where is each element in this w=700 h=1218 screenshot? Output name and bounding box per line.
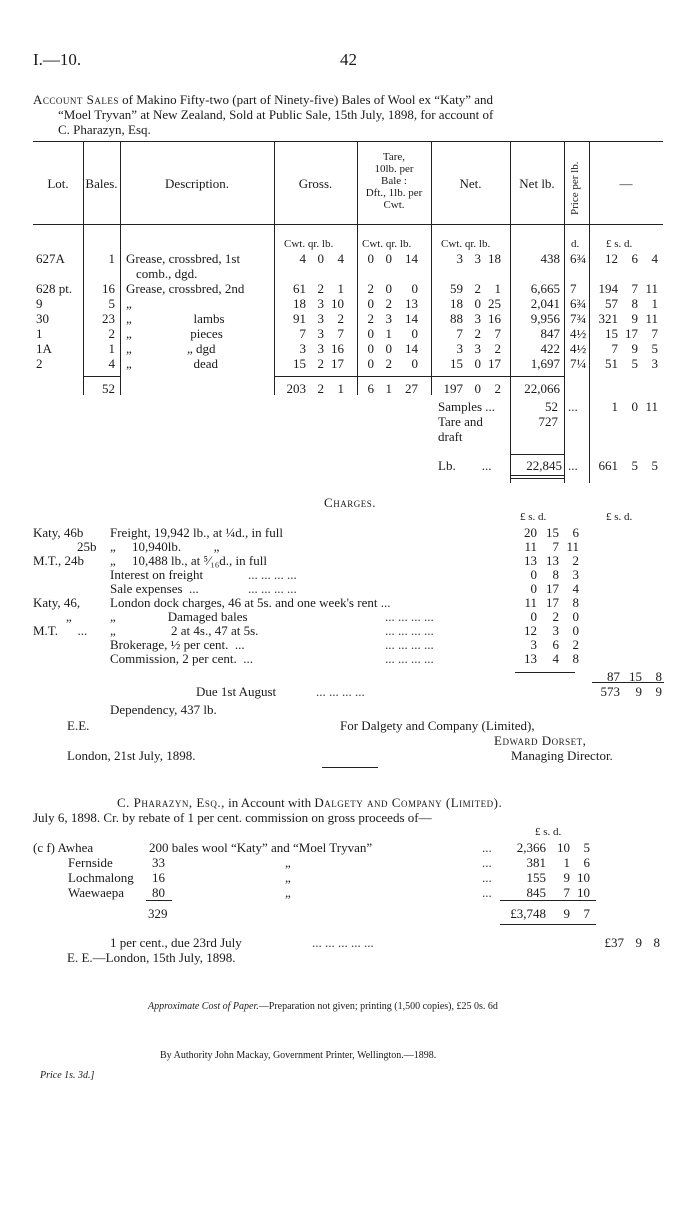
row-gross: 3 3 16 (299, 341, 344, 356)
row-lot: 628 pt. (36, 281, 73, 296)
charge-item: Interest on freight (110, 567, 204, 582)
row-lot: 30 (36, 311, 49, 326)
due-august-dots: ... ... ... ... (316, 684, 365, 699)
row-bales: 1 (108, 341, 115, 356)
account-total-rule (500, 900, 596, 901)
row-price: 7¾ (570, 311, 587, 326)
account-due-label: 1 per cent., due 23rd July (110, 935, 242, 950)
row-gross: 18 3 10 (293, 296, 344, 311)
header-net-lb: Net lb. (519, 176, 555, 191)
account-ditto: „ (285, 855, 291, 870)
col-rule (589, 141, 590, 483)
row-net-lb: 847 (540, 326, 560, 341)
title-line-1: Account Sales of Makino Fifty-two (part of Ninety-five) Bales of Wool ex “Katy” and (33, 92, 494, 107)
account-bales: 80 (152, 885, 165, 900)
row-description: Grease, crossbred, 1st (126, 251, 241, 266)
row-amount: 7 9 5 (611, 341, 658, 356)
account-due-dots: ... ... ... ... ... (312, 935, 374, 950)
row-description-cont: comb., dgd. (136, 266, 198, 281)
charge-prefix: Katy, 46b (33, 525, 84, 540)
account-bales: 33 (152, 855, 165, 870)
row-description: Grease, crossbred, 2nd (126, 281, 245, 296)
row-net-lb: 438 (540, 251, 560, 266)
charge-prefix: M.T. ... (33, 623, 88, 638)
row-bales: 23 (102, 311, 115, 326)
row-tare: 0 1 0 (367, 326, 418, 341)
charge-amount: 3 6 2 (530, 637, 579, 652)
charge-dots: ... ... ... ... (385, 637, 434, 652)
account-amount: 381 1 6 (526, 855, 590, 870)
header-price: Price per lb. (569, 161, 581, 215)
account-dots: ... (482, 855, 492, 870)
row-bales: 4 (108, 356, 115, 371)
due-rule (592, 682, 664, 683)
charge-amount: 13 4 8 (524, 651, 579, 666)
row-price: 7¼ (570, 356, 587, 371)
charge-dots: ... ... ... ... (248, 581, 297, 596)
samples-dots: ... (568, 399, 578, 414)
charge-prefix: Katy, 46, (33, 595, 81, 610)
total-rule (274, 376, 564, 377)
charge-item: Sale expenses ... (110, 581, 199, 596)
account-units: £ s. d. (535, 826, 562, 838)
row-description: „ lambs (126, 311, 225, 326)
charge-dots: ... ... ... ... (385, 623, 434, 638)
charge-dots: ... ... ... ... (385, 651, 434, 666)
total-gross: 203 2 1 (286, 381, 344, 396)
total-rule (83, 376, 120, 377)
dependency: Dependency, 437 lb. (110, 702, 217, 717)
charges-subtotal: 87 15 8 (607, 669, 662, 684)
account-due-amount: £37 9 8 (604, 935, 660, 950)
total-bales: 52 (102, 381, 115, 396)
row-price: 4½ (570, 341, 587, 356)
row-price: 7 (570, 281, 577, 296)
units-price: d. (571, 238, 580, 250)
lb-value: 22,845 (526, 458, 562, 473)
account-amount: 845 7 10 (526, 885, 590, 900)
row-net: 7 2 7 (456, 326, 501, 341)
row-net: 59 2 1 (450, 281, 501, 296)
row-tare: 0 0 14 (367, 341, 418, 356)
document-code: I.—10. (33, 50, 82, 69)
lb-label: Lb. ... (438, 458, 492, 473)
total-tare: 6 1 27 (367, 381, 418, 396)
samples-amount: 1 0 11 (611, 399, 658, 414)
row-net-lb: 1,697 (530, 356, 560, 371)
section-divider (322, 767, 378, 768)
account-prefix: Fernside (68, 855, 113, 870)
row-gross: 7 3 7 (299, 326, 344, 341)
page-number: 42 (340, 50, 357, 69)
account-amount: 2,366 10 5 (516, 840, 590, 855)
row-lot: 1A (36, 341, 52, 356)
cost-note: Approximate Cost of Paper.—Preparation not given; printing (1,500 copies), £25 0s. 6d (148, 1001, 498, 1012)
row-price: 4½ (570, 326, 587, 341)
row-tare: 2 3 14 (367, 311, 418, 326)
row-tare: 0 2 0 (367, 356, 418, 371)
charge-prefix: „ (66, 609, 72, 624)
header-amount: — (619, 176, 633, 191)
lb-amount: 661 5 5 (598, 458, 658, 473)
account-dots: ... (482, 885, 492, 900)
total-net-lb: 22,066 (524, 381, 560, 396)
charge-amount: 20 15 6 (524, 525, 579, 540)
row-amount: 57 8 1 (605, 296, 658, 311)
row-price: 6¾ (570, 296, 587, 311)
account-intro: July 6, 1898. Cr. by rebate of 1 per cent. commission on gross proceeds of— (33, 810, 432, 825)
tare-draft-label: Tare and draft (438, 414, 483, 444)
row-bales: 2 (108, 326, 115, 341)
account-dots: ... (482, 870, 492, 885)
due-august-amount: 573 9 9 (600, 684, 662, 699)
table-header-rule (33, 224, 663, 225)
row-net-lb: 422 (540, 341, 560, 356)
account-amount: 155 9 10 (526, 870, 590, 885)
tare-draft-value: 727 (538, 414, 558, 429)
row-gross: 4 0 4 (299, 251, 344, 266)
total-net: 197 0 2 (443, 381, 501, 396)
row-net-lb: 9,956 (530, 311, 560, 326)
row-lot: 2 (36, 356, 43, 371)
lb-double-rule (510, 478, 564, 479)
account-total-double-rule (500, 924, 596, 925)
account-dots: ... (482, 840, 492, 855)
row-bales: 1 (108, 251, 115, 266)
row-description: „ „ dgd (126, 341, 216, 356)
charges-units-2: £ s. d. (606, 511, 633, 523)
row-net: 3 3 18 (456, 251, 501, 266)
row-net: 18 0 25 (450, 296, 501, 311)
row-net: 88 3 16 (450, 311, 501, 326)
account-ditto: „ (285, 885, 291, 900)
for-company: For Dalgety and Company (Limited), (340, 718, 535, 733)
row-tare: 2 0 0 (367, 281, 418, 296)
due-august-label: Due 1st August (196, 684, 277, 699)
account-ditto: „ (285, 870, 291, 885)
charge-amount: 11 17 8 (524, 595, 579, 610)
charge-amount: 0 8 3 (530, 567, 579, 582)
header-net: Net. (459, 176, 482, 191)
charge-amount: 0 17 4 (530, 581, 579, 596)
charges-rule (515, 672, 575, 673)
lb-rule (510, 454, 564, 455)
row-lot: 627A (36, 251, 65, 266)
charge-prefix: M.T., 24b (33, 553, 85, 568)
account-title: C. Pharazyn, Esq., in Account with Dalgety and Company (Limited). (117, 795, 503, 810)
signer-name: Edward Dorset, (494, 733, 587, 748)
row-net-lb: 2,041 (530, 296, 560, 311)
initials-ee: E.E. (67, 718, 90, 733)
charge-item: London dock charges, 46 at 5s. and one week's rent ... (110, 595, 391, 610)
charge-item: „ Damaged bales (110, 609, 248, 624)
lb-double-rule (510, 475, 564, 476)
price-note: Price 1s. 3d.] (40, 1070, 95, 1081)
units-amount: £ s. d. (606, 238, 633, 250)
row-lot: 9 (36, 296, 43, 311)
account-ee: E. E.—London, 15th July, 1898. (67, 950, 236, 965)
row-net-lb: 6,665 (530, 281, 560, 296)
account-prefix: (c f) Awhea (33, 840, 94, 855)
row-bales: 16 (102, 281, 115, 296)
header-bales: Bales. (85, 176, 118, 191)
samples-label: Samples ... (438, 399, 496, 414)
charge-item: „ 10,940lb. „ (110, 539, 220, 554)
units-tare: Cwt. qr. lb. (362, 238, 412, 250)
charges-title: Charges. (324, 495, 376, 510)
account-prefix: Waewaepa (68, 885, 124, 900)
row-gross: 91 3 2 (293, 311, 344, 326)
row-amount: 15 17 7 (605, 326, 658, 341)
place-date: London, 21st July, 1898. (67, 748, 196, 763)
row-lot: 1 (36, 326, 43, 341)
row-amount: 12 6 4 (605, 251, 658, 266)
account-total: £3,748 9 7 (510, 906, 590, 921)
units-net: Cwt. qr. lb. (441, 238, 491, 250)
row-price: 6¾ (570, 251, 587, 266)
row-tare: 0 0 14 (367, 251, 418, 266)
row-net: 3 3 2 (456, 341, 501, 356)
row-gross: 15 2 17 (293, 356, 344, 371)
header-description: Description. (165, 176, 229, 191)
charge-amount: 0 2 0 (530, 609, 579, 624)
row-gross: 61 2 1 (293, 281, 344, 296)
samples-value: 52 (545, 399, 558, 414)
col-rule (564, 141, 565, 483)
row-description: „ dead (126, 356, 219, 371)
account-total-bales: 329 (148, 906, 168, 921)
title-line-2: “Moel Tryvan” at New Zealand, Sold at Public Sale, 15th July, 1898, for account of (58, 107, 494, 122)
units-gross: Cwt. qr. lb. (284, 238, 334, 250)
charges-units: £ s. d. (520, 511, 547, 523)
row-description: „ (126, 296, 132, 311)
charge-item: Freight, 19,942 lb., at ¼d., in full (110, 525, 283, 540)
row-amount: 194 7 11 (598, 281, 658, 296)
row-bales: 5 (108, 296, 115, 311)
header-tare: Tare, 10lb. per Bale : Dft., 1lb. per Cwt. (365, 151, 423, 211)
account-bales-rule (146, 900, 172, 901)
account-prefix: Lochmalong (68, 870, 134, 885)
row-description: „ pieces (126, 326, 223, 341)
row-tare: 0 2 13 (367, 296, 418, 311)
printer-authority: By Authority John Mackay, Government Printer, Wellington.—1898. (160, 1050, 437, 1061)
row-amount: 51 5 3 (605, 356, 658, 371)
charge-item: Commission, 2 per cent. ... (110, 651, 253, 666)
account-bales: 16 (152, 870, 165, 885)
charge-item: „ 2 at 4s., 47 at 5s. (110, 623, 259, 638)
lb-dots: ... (568, 458, 578, 473)
charge-dots: ... ... ... ... (385, 609, 434, 624)
charge-dots: ... ... ... ... (248, 567, 297, 582)
signer-role: Managing Director. (511, 748, 613, 763)
charge-amount: 12 3 0 (524, 623, 579, 638)
charge-item: Brokerage, ½ per cent. ... (110, 637, 245, 652)
charge-amount: 13 13 2 (524, 553, 579, 568)
header-gross: Gross. (298, 176, 333, 191)
title-line-3: C. Pharazyn, Esq. (58, 122, 151, 137)
charge-prefix: 25b (77, 539, 97, 554)
charge-item: „ 10,488 lb., at ⁵⁄₁₆d., in full (110, 553, 267, 568)
row-amount: 321 9 11 (598, 311, 658, 326)
account-bales: 200 bales wool “Katy” and “Moel Tryvan” (149, 840, 373, 855)
row-net: 15 0 17 (450, 356, 501, 371)
header-lot: Lot. (47, 176, 69, 191)
table-top-rule (33, 141, 663, 142)
charge-amount: 11 7 11 (524, 539, 579, 554)
